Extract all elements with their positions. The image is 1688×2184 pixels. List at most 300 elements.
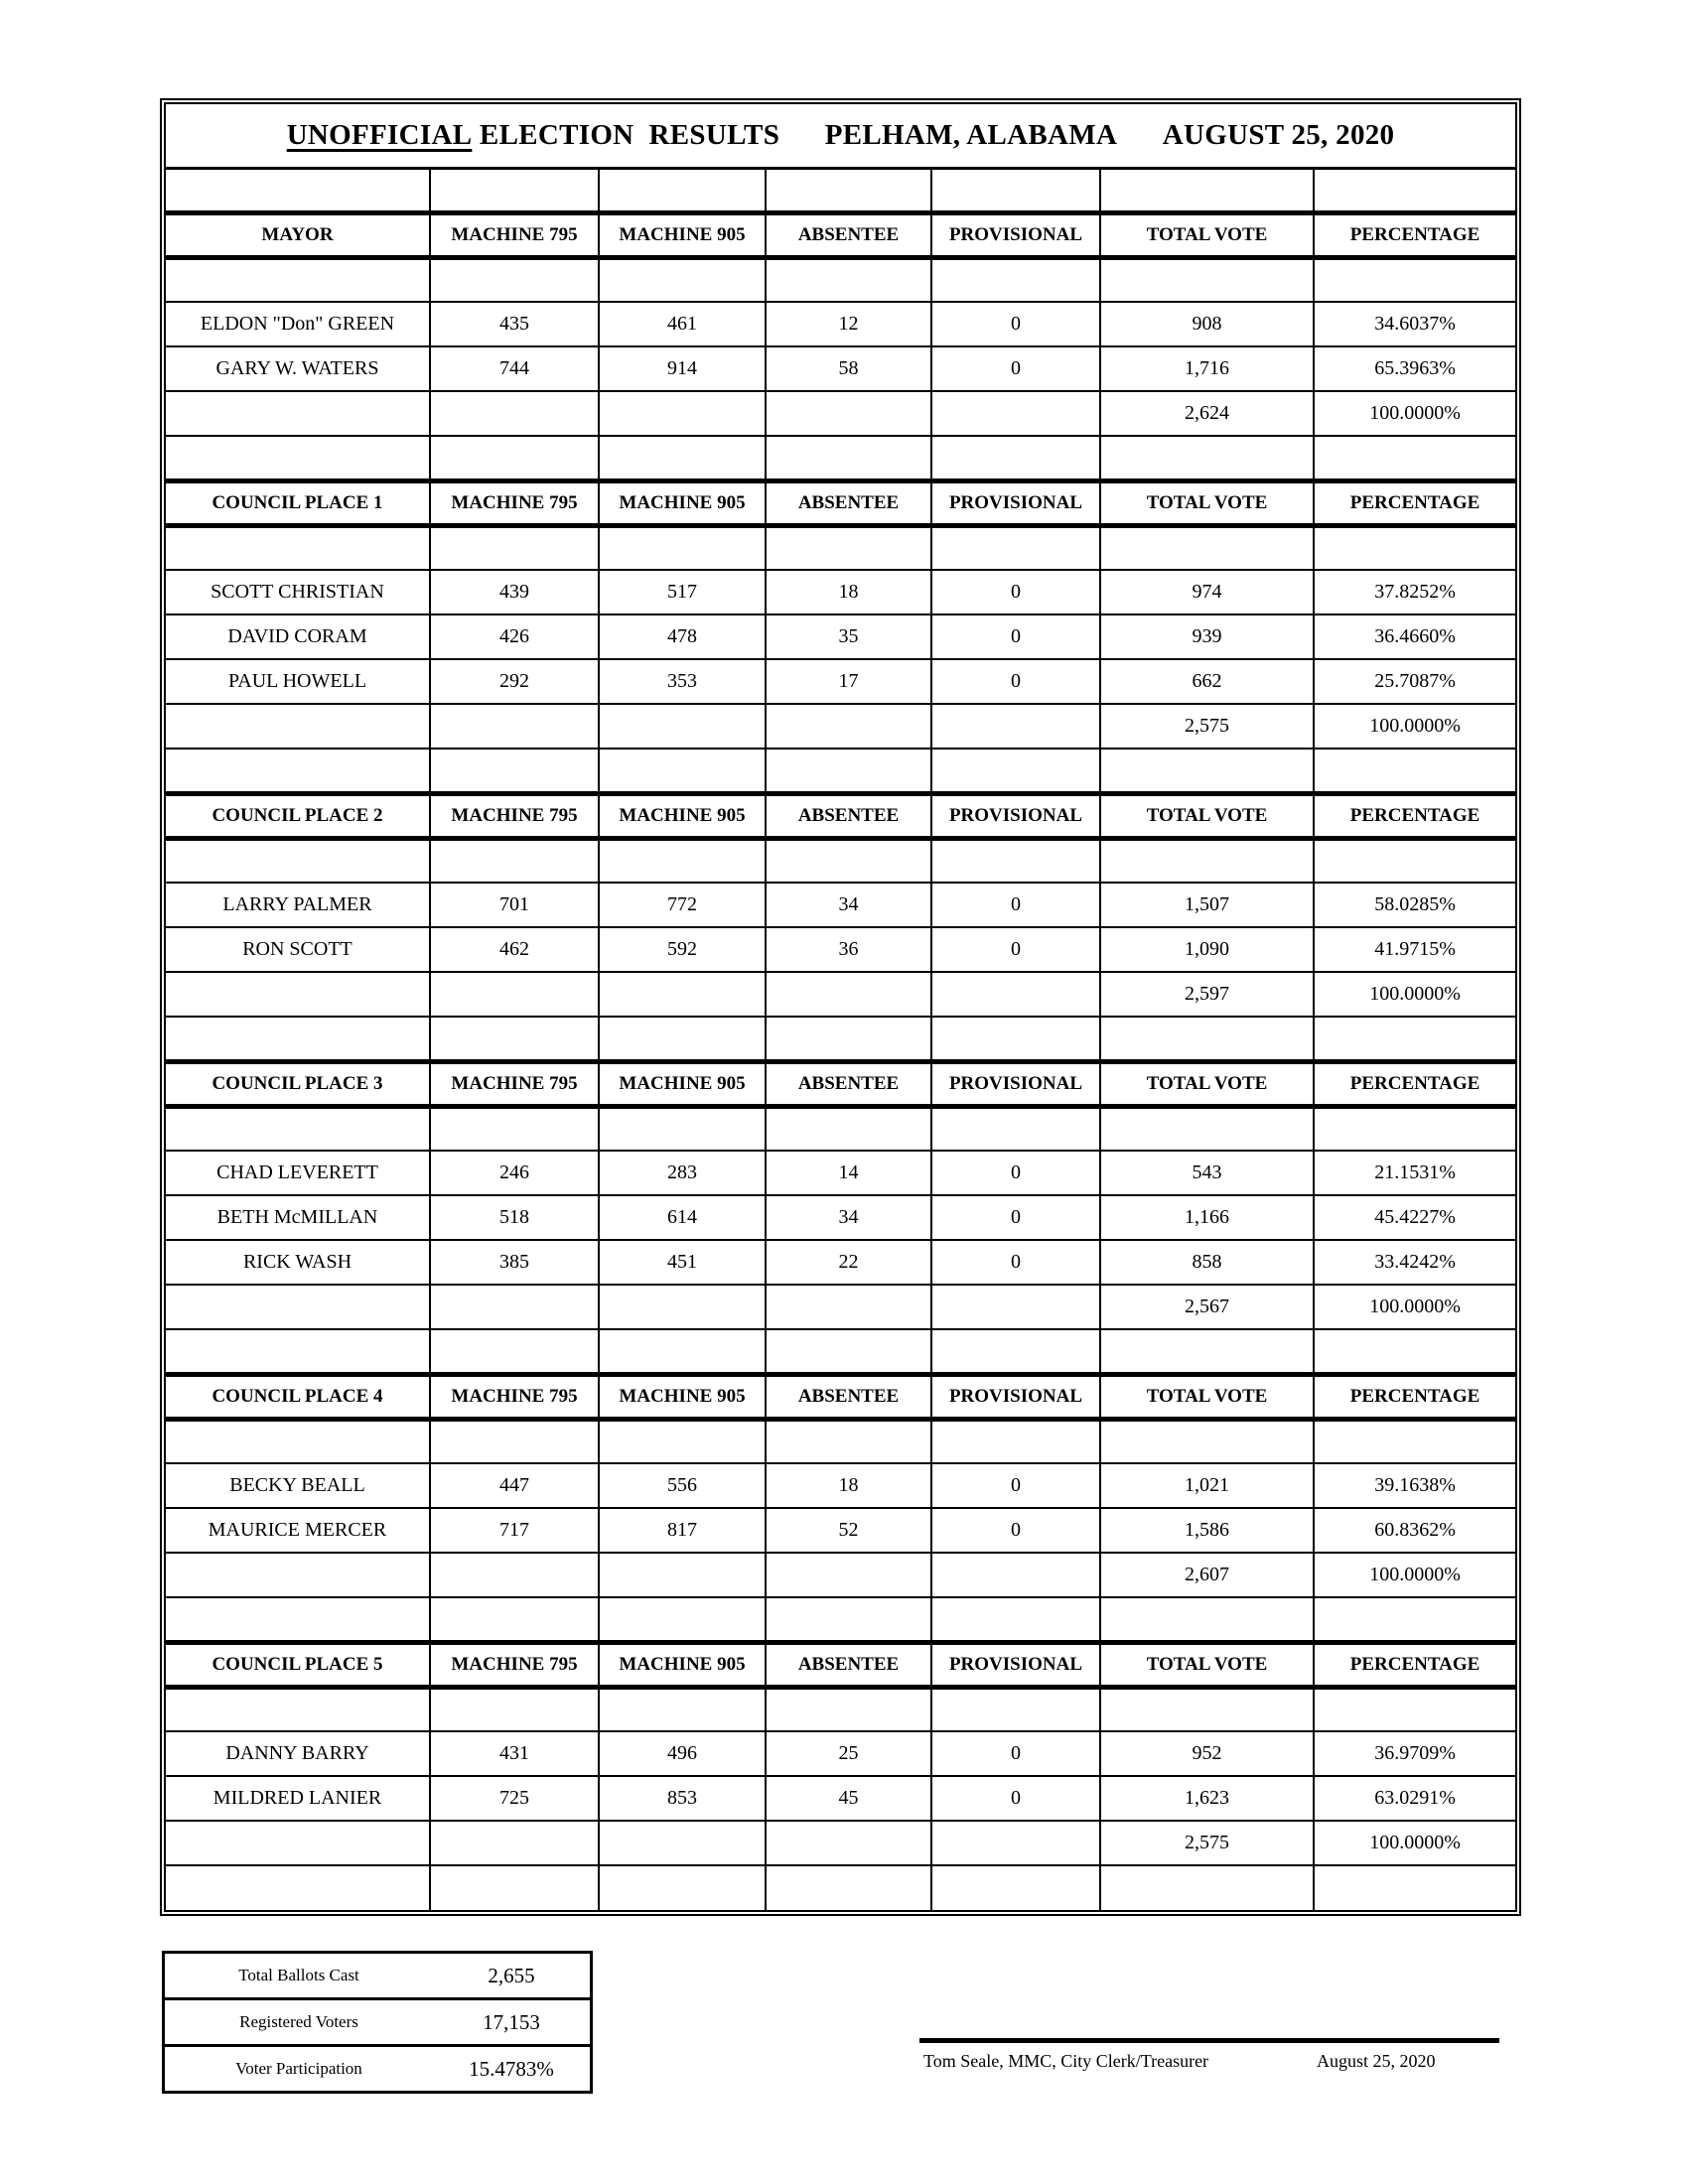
empty-cell [931,1106,1100,1151]
percentage-cell: 63.0291% [1314,1776,1515,1821]
machine-905-cell: 461 [599,302,766,346]
empty-cell [766,972,931,1017]
candidate-name: RON SCOTT [166,927,430,972]
empty-cell [430,1597,599,1642]
empty-cell [430,972,599,1017]
absentee-cell: 17 [766,659,931,704]
column-header: TOTAL VOTE [1100,1642,1314,1687]
percentage-cell: 41.9715% [1314,927,1515,972]
empty-cell [1314,1865,1515,1910]
empty-cell [599,1553,766,1597]
candidate-name: SCOTT CHRISTIAN [166,570,430,614]
signature-date: August 25, 2020 [1317,2051,1436,2071]
blank-row [166,1329,1515,1374]
machine-905-cell: 853 [599,1776,766,1821]
summary-value: 17,153 [433,1999,590,2046]
provisional-cell: 0 [931,570,1100,614]
machine-795-cell: 426 [430,614,599,659]
empty-cell [599,391,766,436]
race-total-vote: 2,597 [1100,972,1314,1017]
candidate-row [166,1151,1515,1195]
column-header: MACHINE 905 [599,480,766,525]
empty-cell [1314,1106,1515,1151]
blank-row [166,1687,1515,1731]
empty-cell [931,1865,1100,1910]
empty-cell [599,972,766,1017]
provisional-cell: 0 [931,346,1100,391]
empty-cell [931,1419,1100,1463]
empty-cell [166,1329,430,1374]
total-vote-cell: 1,021 [1100,1463,1314,1508]
candidate-name: MAURICE MERCER [166,1508,430,1553]
absentee-cell: 58 [766,346,931,391]
empty-cell [931,1821,1100,1865]
empty-cell [1314,168,1515,212]
absentee-cell: 18 [766,1463,931,1508]
column-header: MACHINE 905 [599,793,766,838]
blank-row [166,436,1515,480]
machine-905-cell: 614 [599,1195,766,1240]
empty-cell [766,1106,931,1151]
empty-cell [166,972,430,1017]
candidate-row [166,1463,1515,1508]
empty-cell [1100,838,1314,883]
provisional-cell: 0 [931,1731,1100,1776]
provisional-cell: 0 [931,1151,1100,1195]
total-vote-cell: 1,586 [1100,1508,1314,1553]
empty-cell [931,391,1100,436]
race-total-row [166,1553,1515,1597]
column-header: TOTAL VOTE [1100,793,1314,838]
empty-cell [166,436,430,480]
candidate-name: ELDON "Don" GREEN [166,302,430,346]
machine-795-cell: 447 [430,1463,599,1508]
empty-cell [766,1597,931,1642]
empty-cell [766,749,931,793]
empty-cell [166,391,430,436]
machine-905-cell: 772 [599,883,766,927]
machine-905-cell: 451 [599,1240,766,1285]
machine-905-cell: 496 [599,1731,766,1776]
machine-795-cell: 744 [430,346,599,391]
empty-cell [599,1865,766,1910]
empty-cell [430,1687,599,1731]
election-results-table [160,98,1521,1916]
column-header: ABSENTEE [766,793,931,838]
empty-cell [166,749,430,793]
candidate-row [166,570,1515,614]
empty-cell [599,1821,766,1865]
race-total-row [166,1821,1515,1865]
absentee-cell: 22 [766,1240,931,1285]
percentage-cell: 60.8362% [1314,1508,1515,1553]
title-main: ELECTION RESULTS [479,118,780,151]
empty-cell [1314,525,1515,570]
empty-cell [430,1821,599,1865]
empty-cell [931,1329,1100,1374]
provisional-cell: 0 [931,302,1100,346]
machine-795-cell: 435 [430,302,599,346]
candidate-row [166,659,1515,704]
column-header: PERCENTAGE [1314,1374,1515,1419]
column-header: ABSENTEE [766,212,931,257]
signer-name: Tom Seale, MMC, City Clerk/Treasurer [923,2051,1209,2071]
empty-cell [599,749,766,793]
empty-cell [1100,168,1314,212]
race-header-row [166,1642,1515,1687]
empty-cell [1100,1106,1314,1151]
column-header: PROVISIONAL [931,1061,1100,1106]
empty-cell [599,168,766,212]
race-total-row [166,1285,1515,1329]
absentee-cell: 25 [766,1731,931,1776]
empty-cell [430,838,599,883]
empty-cell [1314,1419,1515,1463]
empty-cell [766,1553,931,1597]
empty-cell [430,391,599,436]
candidate-name: GARY W. WATERS [166,346,430,391]
race-name: COUNCIL PLACE 2 [166,793,430,838]
empty-cell [430,257,599,302]
total-vote-cell: 662 [1100,659,1314,704]
absentee-cell: 35 [766,614,931,659]
summary-label: Registered Voters [165,1999,433,2046]
empty-cell [766,525,931,570]
column-header: TOTAL VOTE [1100,212,1314,257]
race-total-percentage: 100.0000% [1314,391,1515,436]
column-header: PROVISIONAL [931,793,1100,838]
provisional-cell: 0 [931,1195,1100,1240]
empty-cell [599,1597,766,1642]
blank-row [166,1419,1515,1463]
empty-cell [1100,749,1314,793]
column-header: PERCENTAGE [1314,212,1515,257]
total-vote-cell: 1,623 [1100,1776,1314,1821]
column-header: PROVISIONAL [931,1374,1100,1419]
column-header: MACHINE 795 [430,793,599,838]
absentee-cell: 14 [766,1151,931,1195]
empty-cell [599,525,766,570]
machine-905-cell: 517 [599,570,766,614]
absentee-cell: 34 [766,1195,931,1240]
empty-cell [599,436,766,480]
race-total-row [166,391,1515,436]
candidate-row [166,1195,1515,1240]
empty-cell [931,436,1100,480]
empty-cell [1314,1329,1515,1374]
column-header: PROVISIONAL [931,212,1100,257]
empty-cell [430,1285,599,1329]
race-total-vote: 2,607 [1100,1553,1314,1597]
column-header: PERCENTAGE [1314,480,1515,525]
provisional-cell: 0 [931,1463,1100,1508]
empty-cell [1100,1017,1314,1061]
column-header: ABSENTEE [766,480,931,525]
percentage-cell: 65.3963% [1314,346,1515,391]
machine-905-cell: 556 [599,1463,766,1508]
race-name: COUNCIL PLACE 4 [166,1374,430,1419]
empty-cell [931,749,1100,793]
empty-cell [430,1553,599,1597]
blank-row [166,1106,1515,1151]
candidate-name: BECKY BEALL [166,1463,430,1508]
empty-cell [166,1597,430,1642]
column-header: MACHINE 795 [430,1374,599,1419]
turnout-summary-box [162,1951,593,2094]
empty-cell [166,704,430,749]
empty-cell [1100,1597,1314,1642]
empty-cell [931,525,1100,570]
race-total-row [166,704,1515,749]
empty-cell [931,972,1100,1017]
race-total-percentage: 100.0000% [1314,1285,1515,1329]
empty-cell [599,1687,766,1731]
summary-row [165,1999,590,2046]
summary-value: 15.4783% [433,2046,590,2092]
race-total-vote: 2,624 [1100,391,1314,436]
empty-cell [430,1419,599,1463]
blank-row [166,525,1515,570]
percentage-cell: 25.7087% [1314,659,1515,704]
empty-cell [1100,525,1314,570]
candidate-row [166,1731,1515,1776]
empty-cell [1100,436,1314,480]
empty-cell [599,838,766,883]
empty-cell [430,1865,599,1910]
column-header: PROVISIONAL [931,1642,1100,1687]
percentage-cell: 37.8252% [1314,570,1515,614]
percentage-cell: 36.9709% [1314,1731,1515,1776]
column-header: ABSENTEE [766,1061,931,1106]
race-header-row [166,212,1515,257]
total-vote-cell: 543 [1100,1151,1314,1195]
empty-cell [599,1285,766,1329]
percentage-cell: 58.0285% [1314,883,1515,927]
empty-cell [430,749,599,793]
blank-row [166,1597,1515,1642]
candidate-row [166,883,1515,927]
absentee-cell: 12 [766,302,931,346]
empty-cell [766,1017,931,1061]
provisional-cell: 0 [931,883,1100,927]
summary-label: Total Ballots Cast [238,1966,359,1984]
empty-cell [766,1329,931,1374]
race-total-row [166,972,1515,1017]
column-header: PERCENTAGE [1314,793,1515,838]
candidate-row [166,1508,1515,1553]
total-vote-cell: 952 [1100,1731,1314,1776]
empty-cell [1314,838,1515,883]
empty-cell [1314,1017,1515,1061]
race-total-percentage: 100.0000% [1314,972,1515,1017]
absentee-cell: 52 [766,1508,931,1553]
empty-cell [430,168,599,212]
candidate-row [166,614,1515,659]
empty-cell [1100,1687,1314,1731]
empty-cell [599,1329,766,1374]
empty-cell [766,1285,931,1329]
machine-905-cell: 914 [599,346,766,391]
column-header: ABSENTEE [766,1642,931,1687]
column-header: PERCENTAGE [1314,1061,1515,1106]
candidate-row [166,1776,1515,1821]
absentee-cell: 34 [766,883,931,927]
provisional-cell: 0 [931,1240,1100,1285]
empty-cell [599,257,766,302]
blank-row [166,168,1515,212]
empty-cell [766,257,931,302]
total-vote-cell: 1,166 [1100,1195,1314,1240]
candidate-name: LARRY PALMER [166,883,430,927]
machine-795-cell: 701 [430,883,599,927]
race-total-percentage: 100.0000% [1314,704,1515,749]
column-header: TOTAL VOTE [1100,1061,1314,1106]
empty-cell [766,1419,931,1463]
percentage-cell: 45.4227% [1314,1195,1515,1240]
candidate-row [166,346,1515,391]
empty-cell [430,704,599,749]
empty-cell [1100,257,1314,302]
race-header-row [166,1061,1515,1106]
candidate-row [166,1240,1515,1285]
race-total-vote: 2,567 [1100,1285,1314,1329]
signature-block [919,2038,1499,2079]
empty-cell [931,1687,1100,1731]
total-vote-cell: 1,507 [1100,883,1314,927]
column-header: MACHINE 795 [430,480,599,525]
race-name: COUNCIL PLACE 5 [166,1642,430,1687]
title-date: AUGUST 25, 2020 [1162,118,1395,151]
summary-row [165,2046,590,2092]
machine-795-cell: 717 [430,1508,599,1553]
column-header: MACHINE 795 [430,1061,599,1106]
machine-795-cell: 431 [430,1731,599,1776]
empty-cell [931,1553,1100,1597]
provisional-cell: 0 [931,659,1100,704]
column-header: TOTAL VOTE [1100,1374,1314,1419]
candidate-name: DANNY BARRY [166,1731,430,1776]
empty-cell [766,838,931,883]
machine-795-cell: 462 [430,927,599,972]
column-header: MACHINE 795 [430,1642,599,1687]
percentage-cell: 34.6037% [1314,302,1515,346]
empty-cell [1100,1419,1314,1463]
title-unofficial: UNOFFICIAL [286,118,473,151]
total-vote-cell: 1,716 [1100,346,1314,391]
blank-row [166,1865,1515,1910]
empty-cell [1314,749,1515,793]
race-total-percentage: 100.0000% [1314,1821,1515,1865]
candidate-row [166,302,1515,346]
blank-row [166,838,1515,883]
total-vote-cell: 974 [1100,570,1314,614]
empty-cell [766,391,931,436]
race-header-row [166,480,1515,525]
absentee-cell: 18 [766,570,931,614]
machine-795-cell: 385 [430,1240,599,1285]
empty-cell [1314,1687,1515,1731]
empty-cell [430,436,599,480]
race-name: COUNCIL PLACE 1 [166,480,430,525]
absentee-cell: 45 [766,1776,931,1821]
candidate-name: CHAD LEVERETT [166,1151,430,1195]
percentage-cell: 36.4660% [1314,614,1515,659]
empty-cell [166,1553,430,1597]
candidate-name: BETH McMILLAN [166,1195,430,1240]
blank-row [166,749,1515,793]
race-total-percentage: 100.0000% [1314,1553,1515,1597]
title-location: PELHAM, ALABAMA [824,118,1118,151]
empty-cell [1314,257,1515,302]
candidate-row [166,927,1515,972]
empty-cell [430,1106,599,1151]
machine-905-cell: 817 [599,1508,766,1553]
empty-cell [931,838,1100,883]
total-vote-cell: 939 [1100,614,1314,659]
machine-795-cell: 518 [430,1195,599,1240]
empty-cell [430,1329,599,1374]
empty-cell [931,1597,1100,1642]
empty-cell [166,257,430,302]
total-vote-cell: 1,090 [1100,927,1314,972]
provisional-cell: 0 [931,1776,1100,1821]
machine-795-cell: 725 [430,1776,599,1821]
race-total-vote: 2,575 [1100,704,1314,749]
empty-cell [166,1419,430,1463]
blank-row [166,257,1515,302]
empty-cell [166,1285,430,1329]
empty-cell [166,1017,430,1061]
empty-cell [766,1687,931,1731]
empty-cell [1314,1597,1515,1642]
empty-cell [766,168,931,212]
race-header-row [166,1374,1515,1419]
empty-cell [1100,1865,1314,1910]
machine-905-cell: 283 [599,1151,766,1195]
column-header: MACHINE 795 [430,212,599,257]
column-header: MACHINE 905 [599,1061,766,1106]
empty-cell [166,1687,430,1731]
provisional-cell: 0 [931,1508,1100,1553]
provisional-cell: 0 [931,927,1100,972]
empty-cell [931,704,1100,749]
empty-cell [931,1285,1100,1329]
summary-label: Voter Participation [165,2046,433,2092]
percentage-cell: 33.4242% [1314,1240,1515,1285]
provisional-cell: 0 [931,614,1100,659]
empty-cell [166,525,430,570]
summary-value: 2,655 [488,1963,535,1987]
column-header: MACHINE 905 [599,1642,766,1687]
column-header: PERCENTAGE [1314,1642,1515,1687]
column-header: TOTAL VOTE [1100,480,1314,525]
empty-cell [1314,436,1515,480]
column-header: PROVISIONAL [931,480,1100,525]
race-name: MAYOR [166,212,430,257]
column-header: ABSENTEE [766,1374,931,1419]
empty-cell [766,1821,931,1865]
blank-row [166,1017,1515,1061]
candidate-name: RICK WASH [166,1240,430,1285]
column-header: MACHINE 905 [599,212,766,257]
percentage-cell: 21.1531% [1314,1151,1515,1195]
machine-795-cell: 439 [430,570,599,614]
empty-cell [766,1865,931,1910]
empty-cell [166,1865,430,1910]
candidate-name: DAVID CORAM [166,614,430,659]
race-total-vote: 2,575 [1100,1821,1314,1865]
empty-cell [166,1821,430,1865]
